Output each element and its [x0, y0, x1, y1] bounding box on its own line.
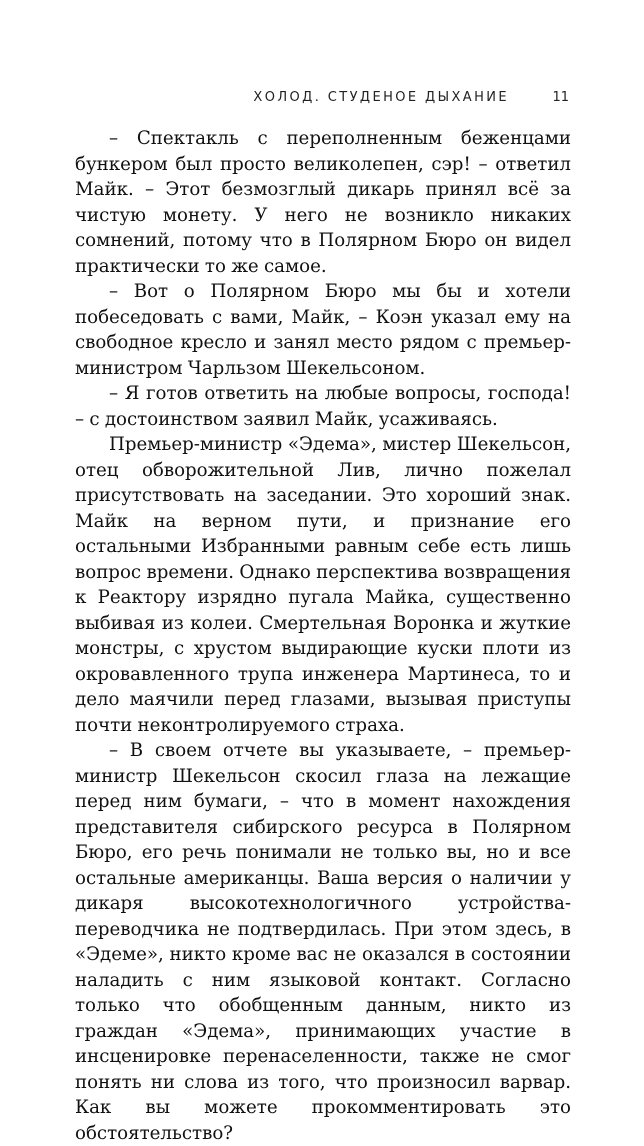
paragraph: – Вот о Полярном Бюро мы бы и хотели побеседовать с вами, Майк, – Коэн указал ему на свободное кресло и занял место рядом с премьер-министром Чарльзом Шекельсоном.: [75, 281, 571, 379]
running-title: ХОЛОД. СТУДЕНОЕ ДЫХАНИЕ: [253, 90, 509, 105]
page-number: 11: [552, 90, 569, 105]
paragraph: – В своем отчете вы указываете, – премьер-министр Шекельсон скосил глаза на лежащие перед ним бумаги, – что в момент нахождения представителя сибирского ресурса в Полярном Бюро, его речь понимали не только вы, но и все остальные американцы. Ваша версия о наличии у дикаря высокотехнологичного устройства-переводчика не подтвердилась. При этом здесь, в «Эдеме», никто кроме вас не оказался в состоянии наладить с ним языковой контакт. Согласно только что обобщенным данным, никто из граждан «Эдема», принимающих участие в инсценировке перенаселенности, также не смог понять ни слова из того, что произносил варвар. Как вы можете прокомментировать это обстоятельство?: [75, 740, 571, 1144]
body-text: [75, 126, 571, 1146]
paragraph: – Спектакль с переполненным беженцами бункером был просто великолепен, сэр! – ответил Майк. – Этот безмозглый дикарь принял всё за чистую монету. У него не возникло никаких сомнений, потому что в Полярном Бюро он видел практически то же самое.: [75, 128, 571, 277]
paragraph: – Я готов ответить на любые вопросы, господа! – с достоинством заявил Майк, усаживаясь.: [75, 383, 571, 430]
paragraph: Премьер-министр «Эдема», мистер Шекельсон, отец обворожительной Лив, лично пожелал присутствовать на заседании. Это хороший знак. Майк на верном пути, и признание его остальными Избранными равным себе есть лишь вопрос времени. Однако перспектива возвращения к Реактору изрядно пугала Майка, существенно выбивая из колеи. Смертельная Воронка и жуткие монстры, с хрустом выдирающие куски плоти из окровавленного трупа инженера Мартинеса, то и дело маячили перед глазами, вызывая приступы почти неконтролируемого страха.: [75, 434, 571, 736]
running-head: [75, 90, 569, 110]
